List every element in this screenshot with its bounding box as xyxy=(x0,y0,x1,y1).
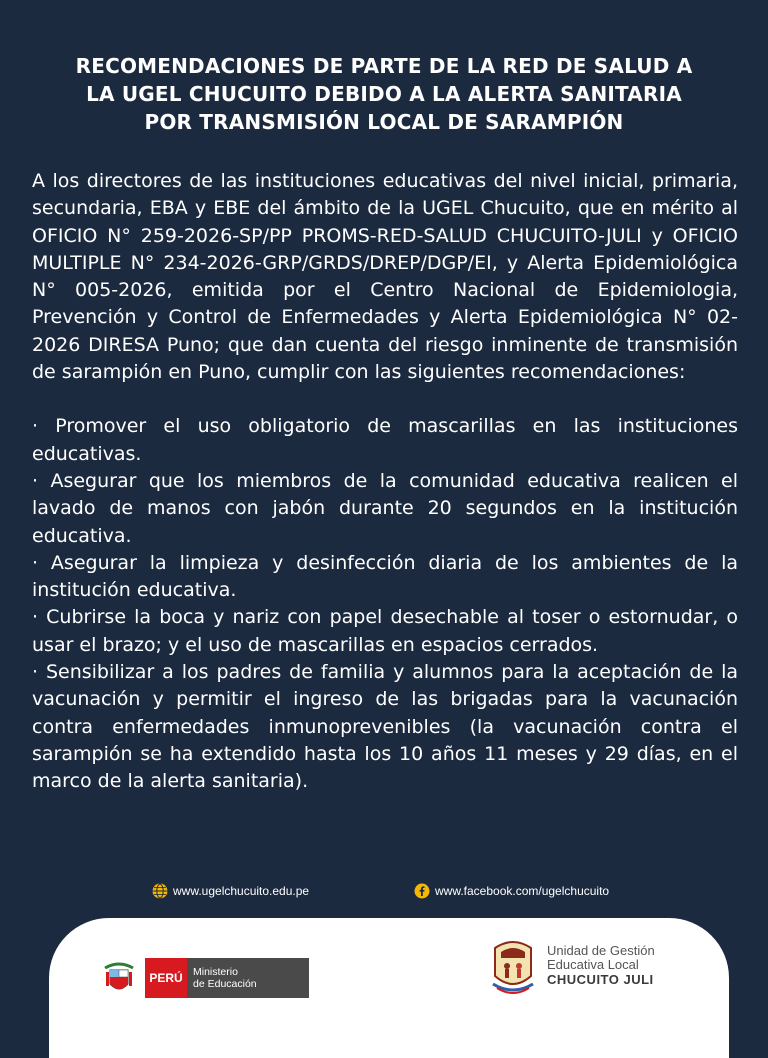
website-link[interactable] xyxy=(152,883,309,899)
ugel-text xyxy=(547,944,655,988)
page-title xyxy=(40,52,728,136)
ugel-logo xyxy=(487,934,655,998)
peru-label: PERÚ xyxy=(149,971,183,985)
title-line-3: POR TRANSMISIÓN LOCAL DE SARAMPIÓN xyxy=(144,110,624,134)
ugel-line-1: Unidad de Gestión xyxy=(547,943,655,958)
ugel-line-2: Educativa Local xyxy=(547,957,639,972)
facebook-text: www.facebook.com/ugelchucuito xyxy=(435,884,610,898)
footer-logos xyxy=(49,918,729,1058)
ministerio-line-2: de Educación xyxy=(193,978,257,990)
title-line-2: LA UGEL CHUCUITO DEBIDO A LA ALERTA SANITARIA xyxy=(86,82,682,106)
recommendation-item: · Cubrirse la boca y nariz con papel desechable al toser o estornudar, o usar el brazo; y el uso de mascarillas en espacios cerrados. xyxy=(32,606,738,656)
globe-icon xyxy=(152,883,168,899)
ministerio-label-box xyxy=(187,958,309,998)
announcement-body xyxy=(32,168,738,796)
minedu-logo xyxy=(101,958,309,998)
ugel-line-3: CHUCUITO JULI xyxy=(547,972,654,987)
intro-paragraph: A los directores de las instituciones educativas del nivel inicial, primaria, secundaria, EBA y EBE del ámbito de la UGEL Chucuito, que en mérito al OFICIO N° 259-2026-SP/PP PROMS-RED-SALUD CHUCUITO-JULI y OFICIO MULTIPLE N° 234-2026-GRP/GRDS/DREP/DGP/EI, y Alerta Epidemiológica N° 005-2026, emitida por el Centro Nacional de Epidemiologia, Prevención y Control de Enfermedades y Alerta Epidemiológica N° 02-2026 DIRESA Puno; que dan cuenta del riesgo inminente de transmisión de sarampión en Puno, cumplir con las siguientes recomendaciones: xyxy=(32,170,738,384)
ministerio-line-1: Ministerio xyxy=(193,966,238,978)
facebook-icon xyxy=(414,883,430,899)
peru-coat-of-arms-icon xyxy=(101,958,137,998)
contacts-bar xyxy=(0,880,768,904)
recommendation-item: · Asegurar que los miembros de la comunidad educativa realicen el lavado de manos con jabón durante 20 segundos en la institución educativa. xyxy=(32,469,738,547)
title-line-1: RECOMENDACIONES DE PARTE DE LA RED DE SALUD A xyxy=(75,54,693,78)
website-text: www.ugelchucuito.edu.pe xyxy=(173,884,310,898)
facebook-link[interactable] xyxy=(414,883,609,899)
peru-label-box xyxy=(145,958,187,998)
recommendation-item: · Sensibilizar a los padres de familia y alumnos para la aceptación de la vacunación y permitir el ingreso de las brigadas para la vacunación contra enfermedades inmunoprevenibles (la vacunación contra el sarampión se ha extendido hasta los 10 años 11 meses y 29 días, en el marco de la alerta sanitaria). xyxy=(32,661,738,793)
ugel-shield-icon xyxy=(487,934,539,998)
recommendation-item: · Promover el uso obligatorio de mascarillas en las instituciones educativas. xyxy=(32,415,738,465)
recommendation-item: · Asegurar la limpieza y desinfección diaria de los ambientes de la institución educativa. xyxy=(32,551,738,602)
